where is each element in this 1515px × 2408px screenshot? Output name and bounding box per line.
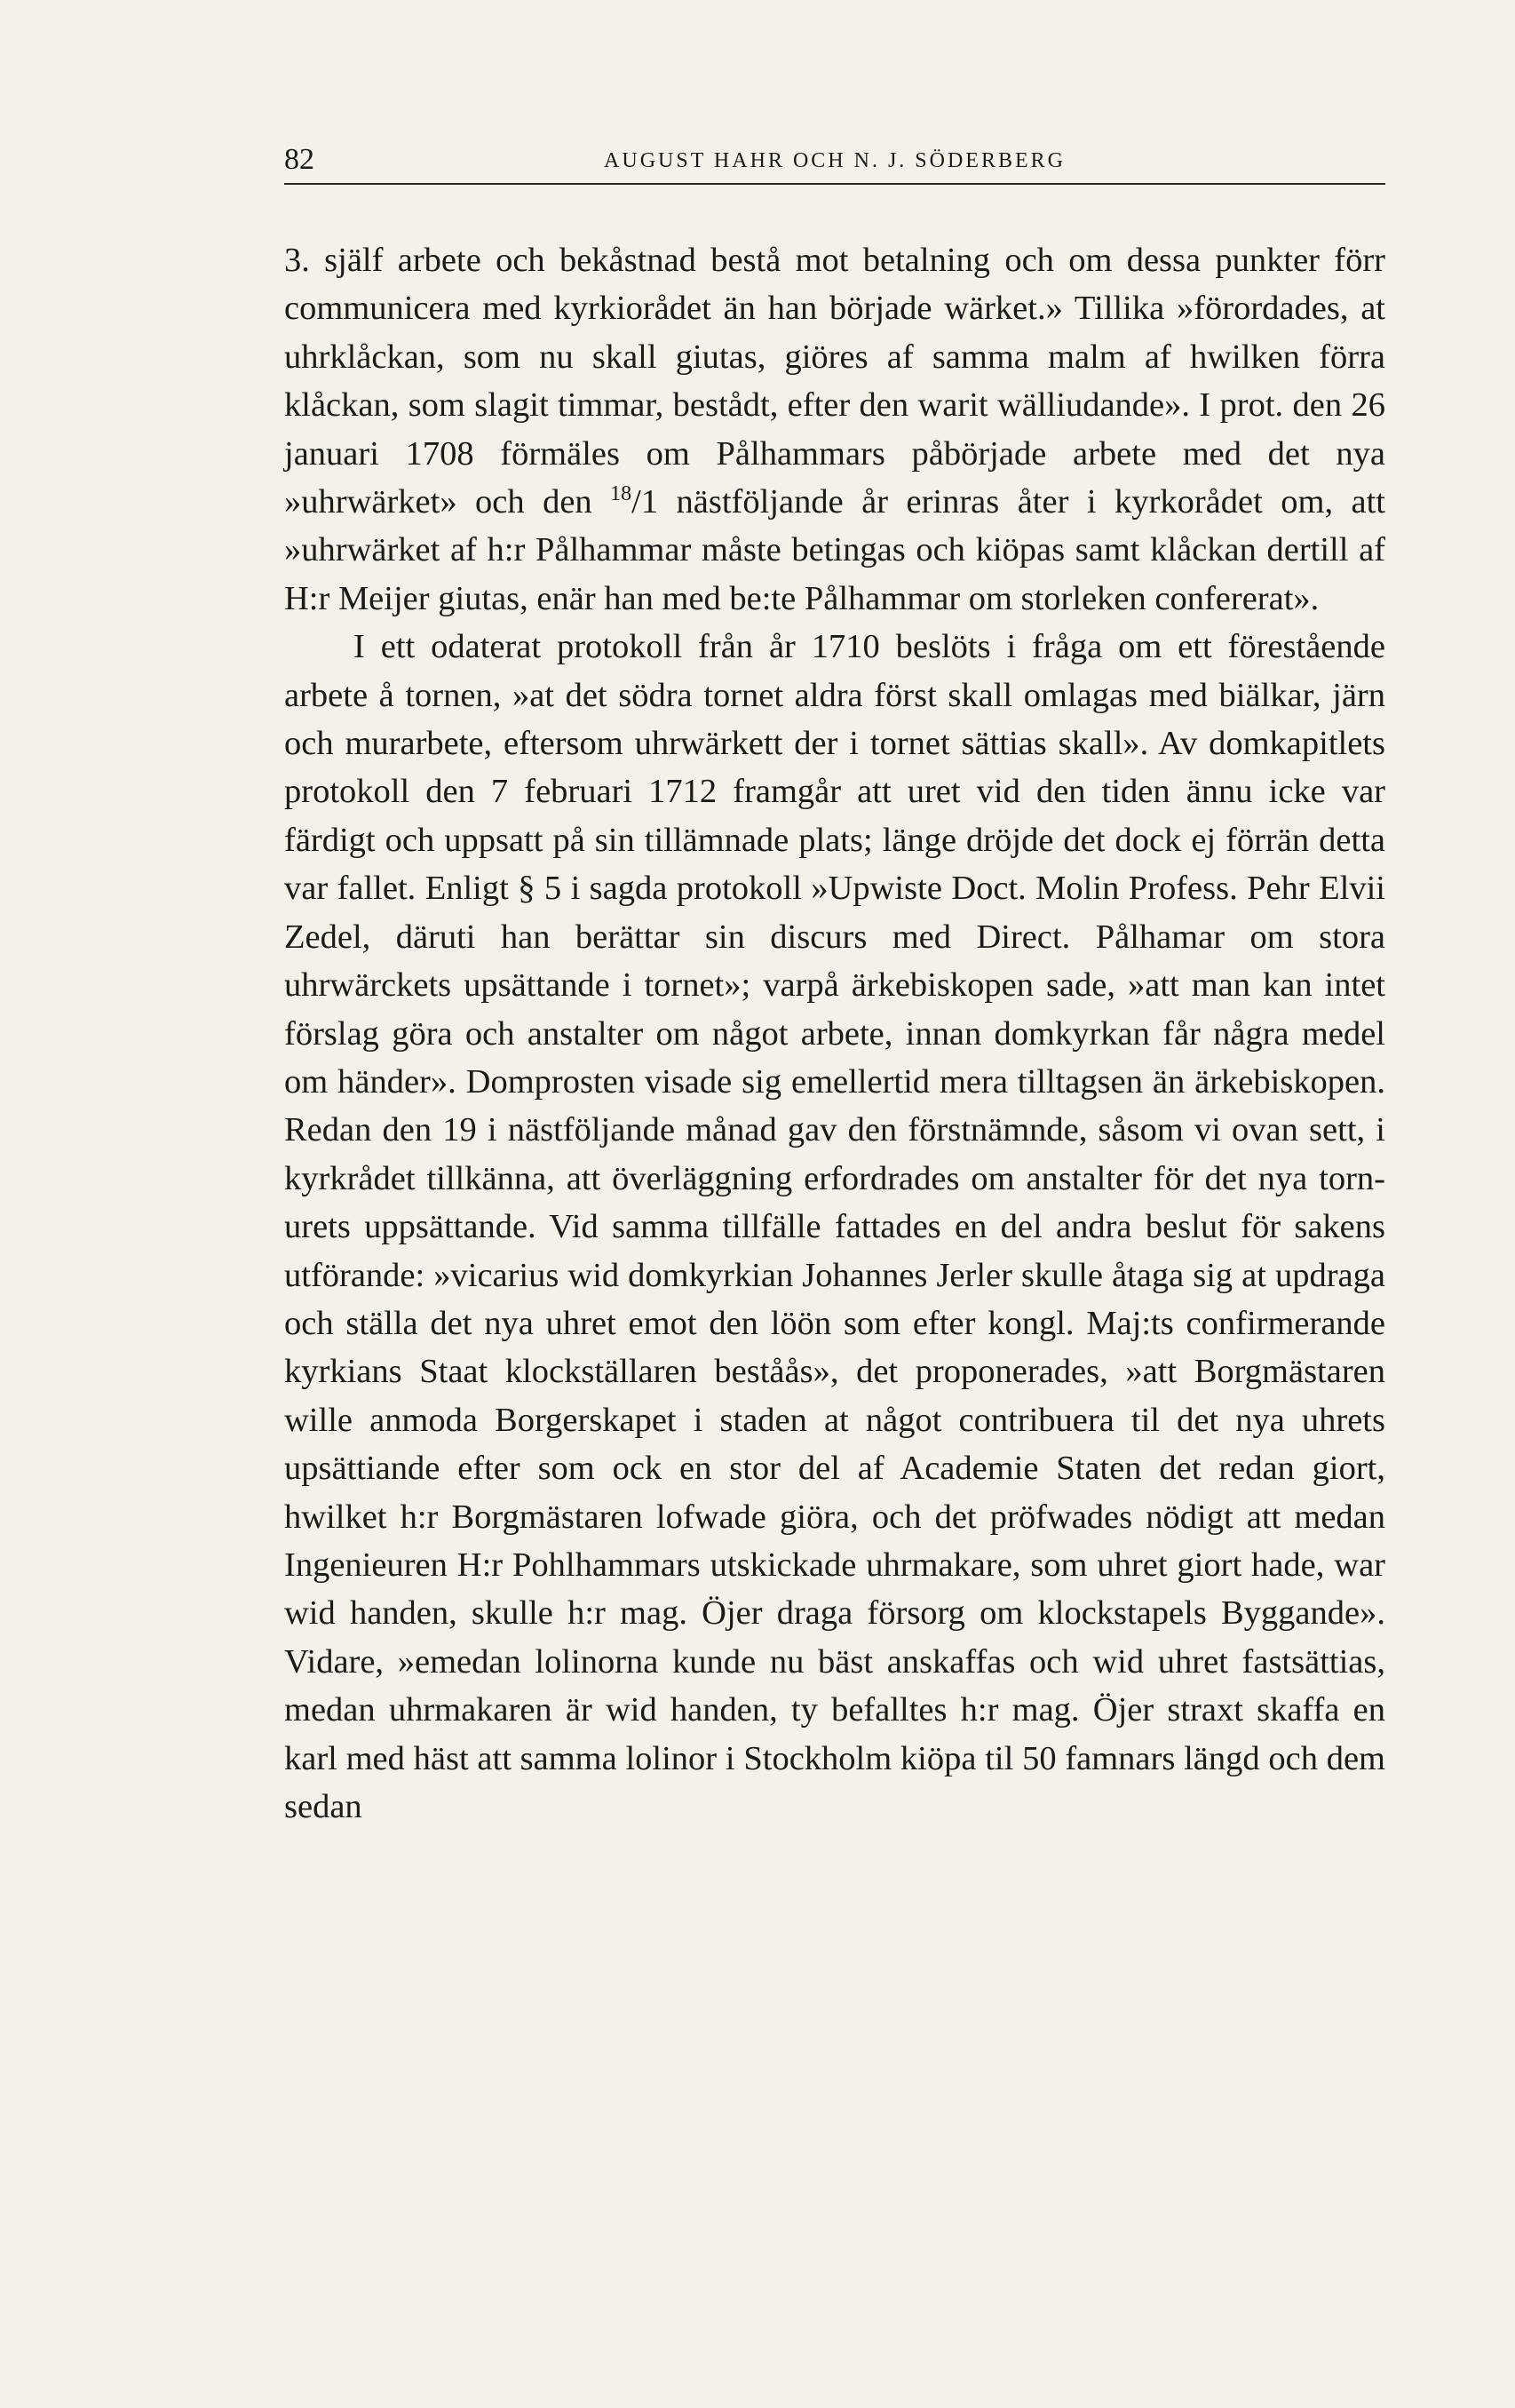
body-text (284, 236, 1385, 1831)
paragraph-text: 3. själf arbete och bekåstnad bestå mot betalning och om dessa punkter förr communicera med kyrkiorådet än han började wärket.» Tillika »förordades, at uhrklåckan, som nu skall giutas, giöres af samma malm af hwilken förra klåckan, som slagit timmar, bestådt, efter den warit wälliudande». I prot. den 26 januari 1708 förmäles om Pålhammars påbörjade arbete med det nya »uhrwärket» och den (284, 242, 1385, 521)
running-title: AUGUST HAHR OCH N. J. SÖDERBERG (604, 149, 1066, 172)
page-number: 82 (284, 143, 314, 176)
document-page (284, 142, 1385, 1831)
paragraph-continued (284, 236, 1385, 623)
paragraph-text: /1 nästföljande år erinras åter i kyrkorådet om, att »uhrwärket af h:r Pålhammar måste betingas och kiöpas samt klåckan dertill af H:r Meijer giutas, enär han med be:te Pålhammar om storleken confererat». (284, 483, 1386, 617)
running-head (284, 142, 1385, 185)
paragraph: I ett odaterat protokoll från år 1710 beslöts i fråga om ett förestående arbete å tornen, »at det södra tornet aldra först skall omlagas med biälkar, järn och murarbete, eftersom uhrwärkett der i tornet sättias skall». Av domkapitlets protokoll den 7 februari 1712 framgår att uret vid den tiden ännu icke var färdigt och uppsatt på sin tillämnade plats; länge dröjde det dock ej förrän detta var fallet. Enligt § 5 i sagda protokoll »Upwiste Doct. Molin Profess. Pehr Elvii Zedel, däruti han berättar sin discurs med Direct. Pålhamar om stora uhrwärckets upsättande i tornet»; varpå ärkebiskopen sade, »att man kan intet förslag göra och anstalter om något arbete, innan domkyrkan får några medel om händer». Domprosten visade sig emellertid mera tilltagsen än ärkebiskopen. Redan den 19 i nästföljande månad gav den förstnämnde, såsom vi ovan sett, i kyrkrådet tillkänna, att överläggning erfordrades om anstalter för det nya tornurets uppsättande. Vid samma tillfälle fattades en del andra beslut för sakens utförande: »vicarius wid domkyrkian Johannes Jerler skulle åtaga sig at updraga och ställa det nya uhret emot den löön som efter kongl. Maj:ts confirmerande kyrkians Staat klockställaren beståås», det proponerades, »att Borgmästaren wille anmoda Borgerskapet i staden at något contribuera til det nya uhrets upsättiande efter som ock en stor del af Academie Staten det redan giort, hwilket h:r Borgmästaren lofwade giöra, och det pröfwades nödigt att medan Ingenieuren H:r Pohlhammars utskickade uhrmakare, som uhret giort hade, war wid handen, skulle h:r mag. Öjer draga försorg om klockstapels Byggande». Vidare, »emedan lolinorna kunde nu bäst anskaffas och wid uhret fastsättias, medan uhrmakaren är wid handen, ty befalltes h:r mag. Öjer straxt skaffa en karl med häst att samma lolinor i Stockholm kiöpa til 50 famnars längd och dem sedan (284, 628, 1385, 1825)
superscript-day: 18 (610, 482, 632, 506)
